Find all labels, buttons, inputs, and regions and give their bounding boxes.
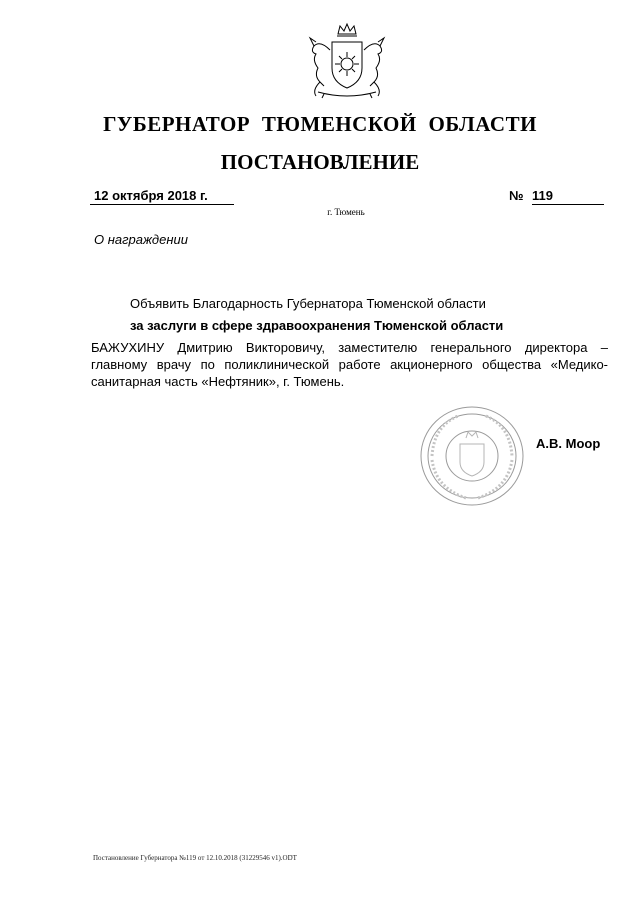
document-number: 119 [532,188,604,205]
body-line-1: Объявить Благодарность Губернатора Тюменской области [130,296,486,311]
coat-of-arms-emblem [300,20,394,102]
issuer-title: ГУБЕРНАТОР ТЮМЕНСКОЙ ОБЛАСТИ [103,112,537,136]
document-subject: О награждении [94,232,188,247]
signatory-name: А.В. Моор [536,436,601,451]
body-paragraph: БАЖУХИНУ Дмитрию Викторовичу, заместителю генерального директора – главному врачу по поликлинической работе акционерного общества «Медико-санитарная часть «Нефтяник», г. Тюмень. [91,340,608,389]
footer-file-reference: Постановление Губернатора №119 от 12.10.2018 (31229546 v1).ODT [93,854,297,862]
official-seal [418,404,526,508]
document-type-heading: ПОСТАНОВЛЕНИЕ [220,150,420,174]
body-line-2: за заслуги в сфере здравоохранения Тюменской области [130,318,504,333]
document-date: 12 октября 2018 г. [90,188,234,205]
city-label: г. Тюмень [327,207,365,217]
number-label: № [509,188,524,203]
